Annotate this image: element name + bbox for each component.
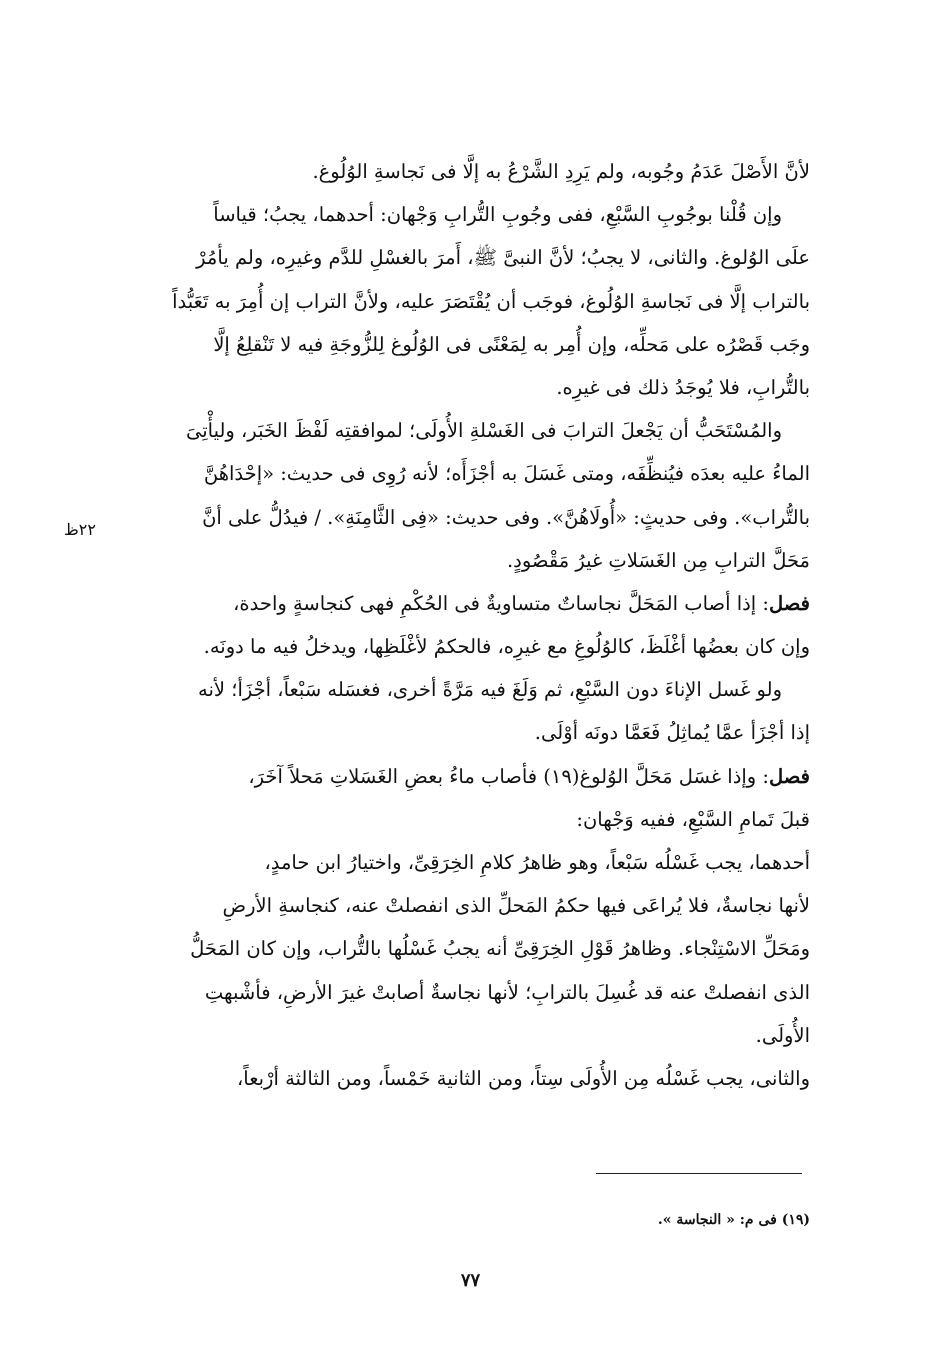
text-line: بالتُّراب». وفى حديثٍ: «أُولَاهُنَّ». وفى حديث: «فِى الثَّامِنَةِ». / فيدُلُّ على أنَّ xyxy=(202,505,810,529)
text-line: بالتُّرابِ، فلا يُوجَدُ ذلك فى غيرِه. xyxy=(556,375,810,399)
text-line: قبلَ تَمامِ السَّبْعِ، ففيه وَجْهان: xyxy=(576,807,810,831)
main-text xyxy=(118,150,810,1100)
text-line: الأُولَى. xyxy=(755,1023,810,1047)
text-line: وإن كان بعضُها أغْلَظَ، كالوُلُوغِ مع غيرِه، فالحكمُ لأغْلَظِها، ويدخلُ فيه ما دونَه. xyxy=(203,635,810,659)
text-line: فصل: وإذا غسَل مَحَلَّ الوُلوغ(١٩) فأصاب ماءُ بعضِ الغَسَلاتِ مَحلاً آخَرَ، xyxy=(248,764,810,788)
text-line: لأنها نجاسةٌ، فلا يُراعَى فيها حكمُ المَحلِّ الذى انفصلتْ عنه، كنجاسةِ الأرضِ xyxy=(222,894,810,918)
footnote: (١٩) فى م: « النجاسة ». xyxy=(657,1212,810,1228)
text-line: بالتراب إلَّا فى نَجاسةِ الوُلُوغ، فوجَب أن يُقْتَصَرَ عليه، ولأنَّ التراب إن أُمِرَ به تَعَبُّداً xyxy=(172,289,810,313)
text-line: إذا أجْزَأ عمَّا يُماثِلُ فَعَمَّا دونَه أوْلَى. xyxy=(534,721,810,745)
footnote-divider xyxy=(596,1173,802,1174)
text-line: ومَحَلِّ الاسْتِنْجاء. وظاهرُ قَوْلِ الخِرَقِىِّ أنه يجبُ غَسْلُها بالتُّراب، وإن كان المَحَلُّ xyxy=(190,937,810,961)
text-line: فصل: إذا أصاب المَحَلَّ نجاساتٌ متساويةٌ فى الحُكْمِ فهى كنجاسةٍ واحدة، xyxy=(233,591,810,615)
page-number: ٧٧ xyxy=(460,1270,481,1291)
text-line: مَحَلَّ الترابِ مِن الغَسَلاتِ غيرُ مَقْصُودٍ. xyxy=(506,548,810,572)
text-line: أحدهما، يجب غَسْلُه سَبْعاً، وهو ظاهرُ كلامِ الخِرَقِىِّ، واختيارُ ابن حامدٍ، xyxy=(264,851,810,874)
text-line: ولو غَسل الإناءَ دون السَّبْعِ، ثم وَلَغَ فيه مَرَّةً أخرى، فغسَله سَبْعاً، أجْزَأ؛ لأنه xyxy=(198,678,782,702)
text-line: وجَب قَصْرُه على مَحلِّه، وإن أُمِر به لِمَعْنًى فى الوُلُوغ لِلزُّوجَةِ فيه لا تَنْقلِعُ إلَّا xyxy=(213,332,810,356)
text-line: وإن قُلْنا بوجُوبِ السَّبْعِ، ففى وجُوبِ التُّرابِ وَجْهان: أحدهما، يجبُ؛ قياساً xyxy=(213,203,782,227)
text-line: الذى انفصلتْ عنه قد غُسِلَ بالترابِ؛ لأنها نجاسةٌ أصابتْ غيرَ الأرضِ، فأشْبهتِ xyxy=(204,980,810,1004)
section-label: فصل xyxy=(769,764,810,788)
text-line: والثانى، يجب غَسْلُه مِن الأُولَى سِتاً، ومن الثانية خَمْساً، ومن الثالثة أرْبعاً، xyxy=(236,1066,810,1090)
text-line: لأنَّ الأَصْلَ عَدَمُ وجُوبه، ولم يَرِدِ الشَّرْعُ به إلَّا فى نَجاسةِ الوُلُوغ. xyxy=(312,160,810,183)
text-line: علَى الوُلوغ. والثانى، لا يجبُ؛ لأنَّ النبىَّ ﷺ، أَمرَ بالغسْلِ للدَّم وغيرِه، ولم يأمُرْ xyxy=(196,246,810,270)
text-line: والمُسْتَحَبُّ أن يَجْعلَ الترابَ فى الغَسْلةِ الأُولَى؛ لموافقتِه لَفْظَ الخَبَر، وليأْتِىَ xyxy=(185,419,782,443)
text-line: الماءُ عليه بعدَه فيُنظِّفَه، ومتى غَسَلَ به أجْزَأَه؛ لأنه رُوِى فى حديث: «إحْدَاهُنَّ xyxy=(203,462,810,486)
section-label: فصل xyxy=(769,591,810,615)
folio-marginal-note: ٢٢ظ xyxy=(64,520,96,539)
